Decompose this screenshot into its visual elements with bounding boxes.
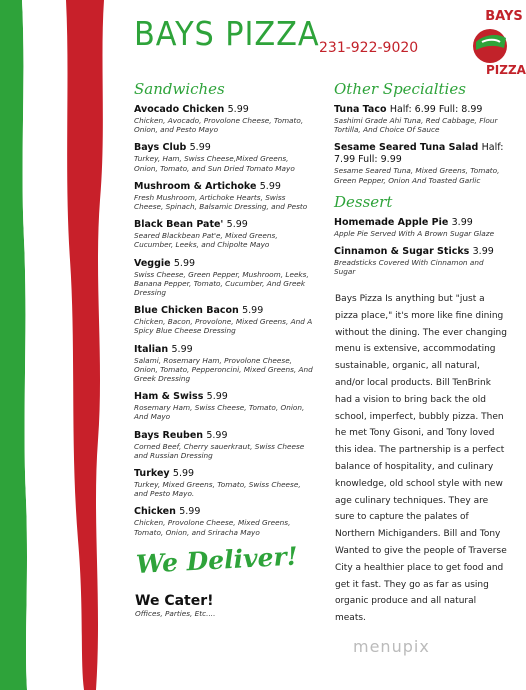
dessert-list: [334, 217, 506, 277]
menu-item-description: Corned Beef, Cherry sauerkraut, Swiss Cheese and Russian Dressing: [134, 441, 305, 460]
item-name-text: Cinnamon & Sugar Sticks: [334, 246, 470, 258]
specialty-list: [334, 104, 506, 185]
flag-stripes: [0, 0, 130, 690]
menu-item-name: [134, 181, 314, 193]
item-name-text: Avocado Chicken: [134, 104, 225, 115]
menu-item-name: [134, 468, 314, 480]
menu-item-description: Chicken, Bacon, Provolone, Mixed Greens, And A Spicy Blue Cheese Dressing: [134, 317, 313, 336]
menu-item-price: 5.99: [206, 429, 228, 441]
item-name-text: Veggie: [134, 257, 171, 269]
menu-item-description: Swiss Cheese, Green Pepper, Mushroom, Leeks, Banana Pepper, Tomato, Cucumber, And Greek Dressing: [134, 269, 309, 298]
svg-text:BAYS: BAYS: [485, 9, 523, 24]
sandwiches-heading: Sandwiches: [134, 80, 225, 98]
menu-item-name: [134, 344, 314, 356]
green-stripe: [0, 0, 27, 690]
menu-item-name: [134, 219, 314, 231]
menu-item: [134, 104, 314, 134]
item-name-text: Mushroom & Artichoke: [134, 180, 257, 192]
menu-item-name: [334, 246, 506, 258]
menu-item-description: Salami, Rosemary Ham, Provolone Cheese, Onion, Tomato, Pepperoncini, Mixed Greens, And Greek Dressing: [134, 355, 313, 384]
menupix-watermark: menupix: [353, 637, 430, 656]
bays-pizza-logo: [462, 2, 526, 82]
menu-item-price: 5.99: [206, 391, 228, 403]
sandwiches-section: [134, 80, 314, 545]
item-name-text: Ham & Swiss: [134, 391, 204, 403]
menu-item-price: 5.99: [226, 219, 248, 231]
phone-number: 231-922-9020: [319, 40, 419, 56]
menu-item-price: 5.99: [242, 305, 264, 317]
menu-item-description: Rosemary Ham, Swiss Cheese, Tomato, Onion, And Mayo: [134, 403, 305, 422]
menu-item: [134, 468, 314, 498]
menu-item-description: Apple Pie Served With A Brown Sugar Glaze: [334, 228, 495, 238]
menu-item-description: Chicken, Avocado, Provolone Cheese, Tomato, Onion, and Pesto Mayo: [134, 116, 304, 135]
specialties-heading: Other Specialties: [334, 80, 466, 98]
menu-item-description: Chicken, Provolone Cheese, Mixed Greens, Tomato, Onion, and Sriracha Mayo: [134, 518, 291, 537]
dessert-heading: Dessert: [334, 192, 393, 211]
menu-item: [134, 305, 314, 335]
menu-item-name: [134, 142, 314, 154]
page-title: BAYS PIZZA: [134, 14, 320, 53]
menu-item-price: 5.99: [179, 506, 201, 518]
menu-item-description: Breadsticks Covered With Cinnamon and Sugar: [334, 258, 484, 277]
menu-item-price: 5.99: [227, 104, 249, 115]
menu-item-price: 5.99: [171, 343, 193, 355]
menu-item-description: Turkey, Mixed Greens, Tomato, Swiss Cheese, and Pesto Mayo.: [134, 480, 301, 499]
menu-item-description: Sashimi Grade Ahi Tuna, Red Cabbage, Flour Tortilla, And Choice Of Sauce: [334, 116, 498, 135]
we-deliver-banner: We Deliver!: [135, 541, 299, 579]
menu-item: [134, 391, 314, 421]
menu-item-name: [334, 104, 506, 116]
menu-item-description: Fresh Mushroom, Artichoke Hearts, Swiss Cheese, Spinach, Balsamic Dressing, and Pesto: [134, 192, 308, 212]
menu-item: [134, 344, 314, 384]
menu-item: [334, 217, 506, 238]
right-column: [334, 80, 506, 284]
item-name-text: Tuna Taco: [334, 104, 387, 115]
menu-item: [134, 219, 314, 249]
item-name-text: Blue Chicken Bacon: [134, 305, 239, 317]
menu-item-name: [134, 391, 314, 403]
menu-item-name: [134, 258, 314, 270]
we-cater-subtitle: Offices, Parties, Etc....: [135, 609, 216, 618]
menu-item-description: Turkey, Ham, Swiss Cheese,Mixed Greens, Onion, Tomato, and Sun Dried Tomato Mayo: [134, 154, 295, 173]
menu-item: [134, 181, 314, 211]
menu-item: [334, 142, 506, 184]
menu-item-price: 5.99: [259, 180, 281, 192]
menu-item: [134, 430, 314, 460]
menu-item: [334, 246, 506, 276]
menu-item-description: Seared Blackbean Pat'e, Mixed Greens, Cucumber, Leeks, and Chipolte Mayo: [134, 231, 278, 250]
sandwich-list: [134, 104, 314, 537]
item-name-text: Sesame Seared Tuna Salad: [334, 142, 479, 154]
menu-item-name: [134, 506, 314, 518]
menu-item-name: [334, 217, 506, 229]
item-name-text: Black Bean Pate': [134, 219, 224, 231]
catering-block: [135, 593, 215, 618]
menu-item-price: 3.99: [472, 246, 494, 258]
item-name-text: Homemade Apple Pie: [334, 216, 449, 228]
menu-item-price: 5.99: [173, 257, 196, 269]
item-name-text: Bays Club: [134, 142, 187, 154]
menu-item-name: [334, 142, 506, 166]
item-name-text: Turkey: [134, 468, 170, 480]
menu-item-description: Sesame Seared Tuna, Mixed Greens, Tomato, Green Pepper, Onion And Toasted Garlic: [334, 166, 500, 185]
menu-item-price: 5.99: [172, 468, 195, 480]
menu-item-price: 5.99: [189, 142, 211, 154]
item-name-text: Bays Reuben: [134, 429, 204, 441]
menu-item: [134, 142, 314, 172]
menu-item-name: [134, 104, 314, 116]
menu-item-name: [134, 430, 314, 442]
item-name-text: Chicken: [134, 506, 176, 518]
menu-item-price: Half: 7.99 Full: 9.99: [334, 142, 504, 166]
about-paragraph: Bays Pizza Is anything but "just a pizza place," it's more like fine dining without the dining. The ever changing menu is extensive, accommodating sustainable, organic, all natural, and/or local products. Bill TenBrink had a vision to bring back the old school, imperfect, bubbly pizza. Then he met Tony Gisoni, and Tony loved this idea. The partnership is a perfect balance of hospitality, and culinary knowledge, old school style with new age culinary techniques. They are sure to capture the palates of Northern Michiganders. Bill and Tony Wanted to give the people of Traverse City a healthier place to get food and get it fast. They go as far as using organic produce and all natural meats.: [335, 294, 507, 624]
menu-item: [334, 104, 506, 134]
menu-item-name: [134, 305, 314, 317]
menu-item: [134, 506, 314, 536]
svg-text:PIZZA: PIZZA: [486, 63, 526, 77]
we-cater-title: We Cater!: [135, 593, 214, 609]
item-name-text: Italian: [134, 343, 169, 355]
menu-item: [134, 258, 314, 298]
menu-item-price: 3.99: [451, 216, 473, 228]
menu-item-price: Half: 6.99 Full: 8.99: [389, 104, 483, 115]
